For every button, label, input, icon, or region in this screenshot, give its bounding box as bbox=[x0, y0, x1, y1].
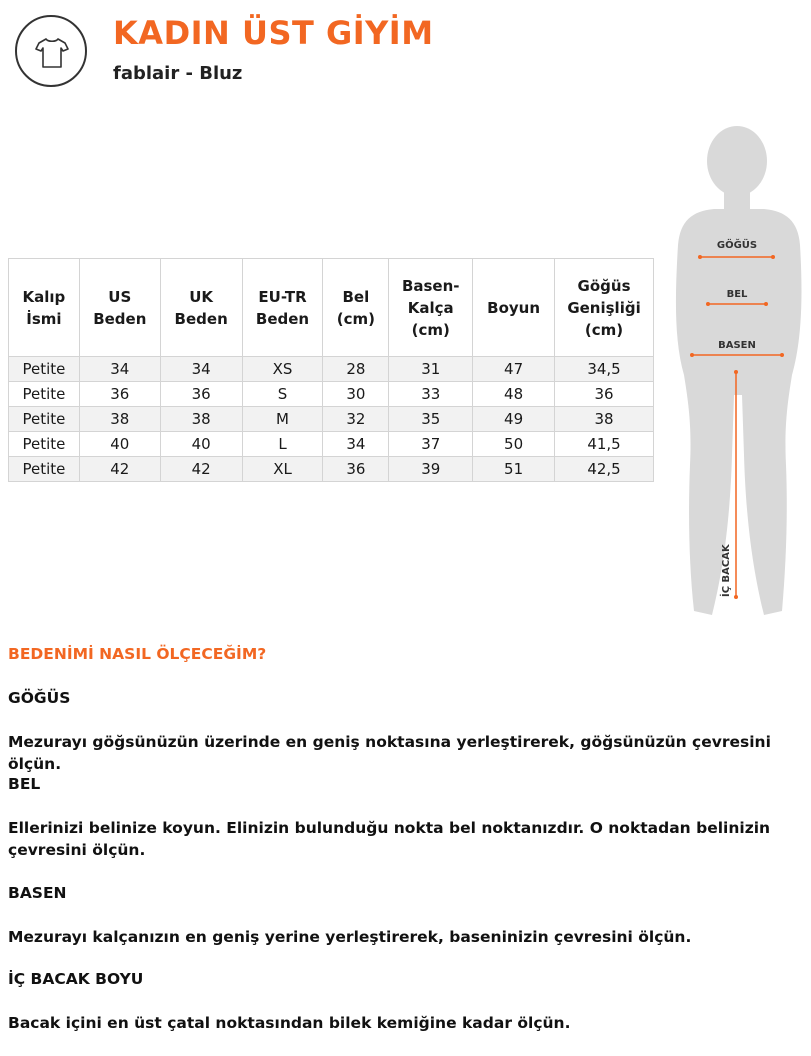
section-text-inseam: Bacak içini en üst çatal noktasından bilek kemiğine kadar ölçün. bbox=[8, 1014, 571, 1032]
table-cell: 41,5 bbox=[555, 432, 654, 457]
inseam-label: İÇ BACAK bbox=[721, 544, 732, 597]
table-cell: 38 bbox=[79, 407, 160, 432]
table-cell: Petite bbox=[9, 382, 80, 407]
col-header-us: US Beden bbox=[79, 259, 160, 357]
table-cell: 32 bbox=[323, 407, 389, 432]
table-cell: 47 bbox=[473, 357, 555, 382]
table-row bbox=[9, 432, 654, 457]
guide-title: BEDENİMİ NASIL ÖLÇECEĞİM? bbox=[8, 645, 267, 663]
table-cell: 39 bbox=[389, 457, 473, 482]
product-subtitle: fablair - Bluz bbox=[113, 63, 243, 84]
col-header-neck: Boyun bbox=[473, 259, 555, 357]
table-cell: 31 bbox=[389, 357, 473, 382]
col-header-waist: Bel (cm) bbox=[323, 259, 389, 357]
table-cell: Petite bbox=[9, 457, 80, 482]
table-cell: XS bbox=[242, 357, 323, 382]
table-cell: 37 bbox=[389, 432, 473, 457]
table-cell: 36 bbox=[79, 382, 160, 407]
table-cell: 51 bbox=[473, 457, 555, 482]
col-header-chest: Göğüs Genişliği (cm) bbox=[555, 259, 654, 357]
table-cell: 42,5 bbox=[555, 457, 654, 482]
hip-label: BASEN bbox=[718, 340, 756, 351]
table-cell: 40 bbox=[79, 432, 160, 457]
table-cell: 30 bbox=[323, 382, 389, 407]
table-cell: 36 bbox=[555, 382, 654, 407]
table-cell: 35 bbox=[389, 407, 473, 432]
table-cell: 28 bbox=[323, 357, 389, 382]
table-cell: 42 bbox=[160, 457, 242, 482]
table-cell: L bbox=[242, 432, 323, 457]
table-cell: 38 bbox=[160, 407, 242, 432]
table-row bbox=[9, 382, 654, 407]
table-cell: 34 bbox=[323, 432, 389, 457]
table-cell: 49 bbox=[473, 407, 555, 432]
tshirt-icon bbox=[35, 37, 69, 69]
section-text-chest: Mezurayı göğsünüzün üzerinde en geniş noktasına yerleştirerek, göğsünüzün çevresini ölçün. bbox=[8, 733, 771, 773]
col-header-eu-tr: EU-TR Beden bbox=[242, 259, 323, 357]
body-measurement-figure bbox=[672, 125, 806, 620]
table-cell: 48 bbox=[473, 382, 555, 407]
chest-label: GÖĞÜS bbox=[716, 240, 758, 251]
table-cell: 33 bbox=[389, 382, 473, 407]
section-heading-inseam: İÇ BACAK BOYU bbox=[8, 970, 144, 988]
section-text-waist: Ellerinizi belinize koyun. Elinizin bulunduğu nokta bel noktanızdır. O noktadan belinizin çevresini ölçün. bbox=[8, 819, 771, 859]
table-cell: 42 bbox=[79, 457, 160, 482]
table-cell: 34 bbox=[79, 357, 160, 382]
section-text-hip: Mezurayı kalçanızın en geniş yerine yerleştirerek, baseninizin çevresini ölçün. bbox=[8, 928, 692, 946]
col-header-fit: Kalıp İsmi bbox=[9, 259, 80, 357]
table-cell: 36 bbox=[160, 382, 242, 407]
table-cell: 38 bbox=[555, 407, 654, 432]
table-cell: M bbox=[242, 407, 323, 432]
col-header-hip: Basen- Kalça (cm) bbox=[389, 259, 473, 357]
page-title: KADIN ÜST GİYİM bbox=[113, 14, 434, 52]
table-row bbox=[9, 457, 654, 482]
size-table bbox=[8, 258, 654, 482]
table-cell: Petite bbox=[9, 357, 80, 382]
table-cell: 40 bbox=[160, 432, 242, 457]
table-cell: 36 bbox=[323, 457, 389, 482]
table-cell: Petite bbox=[9, 432, 80, 457]
body-silhouette bbox=[676, 126, 802, 615]
table-cell: 34,5 bbox=[555, 357, 654, 382]
table-row bbox=[9, 357, 654, 382]
section-heading-waist: BEL bbox=[8, 775, 41, 793]
table-row bbox=[9, 407, 654, 432]
col-header-uk: UK Beden bbox=[160, 259, 242, 357]
table-cell: Petite bbox=[9, 407, 80, 432]
waist-label: BEL bbox=[726, 289, 748, 300]
table-cell: XL bbox=[242, 457, 323, 482]
table-cell: 50 bbox=[473, 432, 555, 457]
section-heading-hip: BASEN bbox=[8, 884, 67, 902]
section-heading-chest: GÖĞÜS bbox=[8, 689, 71, 707]
table-cell: 34 bbox=[160, 357, 242, 382]
logo-badge bbox=[15, 15, 87, 87]
table-cell: S bbox=[242, 382, 323, 407]
table-header-row bbox=[9, 259, 654, 357]
